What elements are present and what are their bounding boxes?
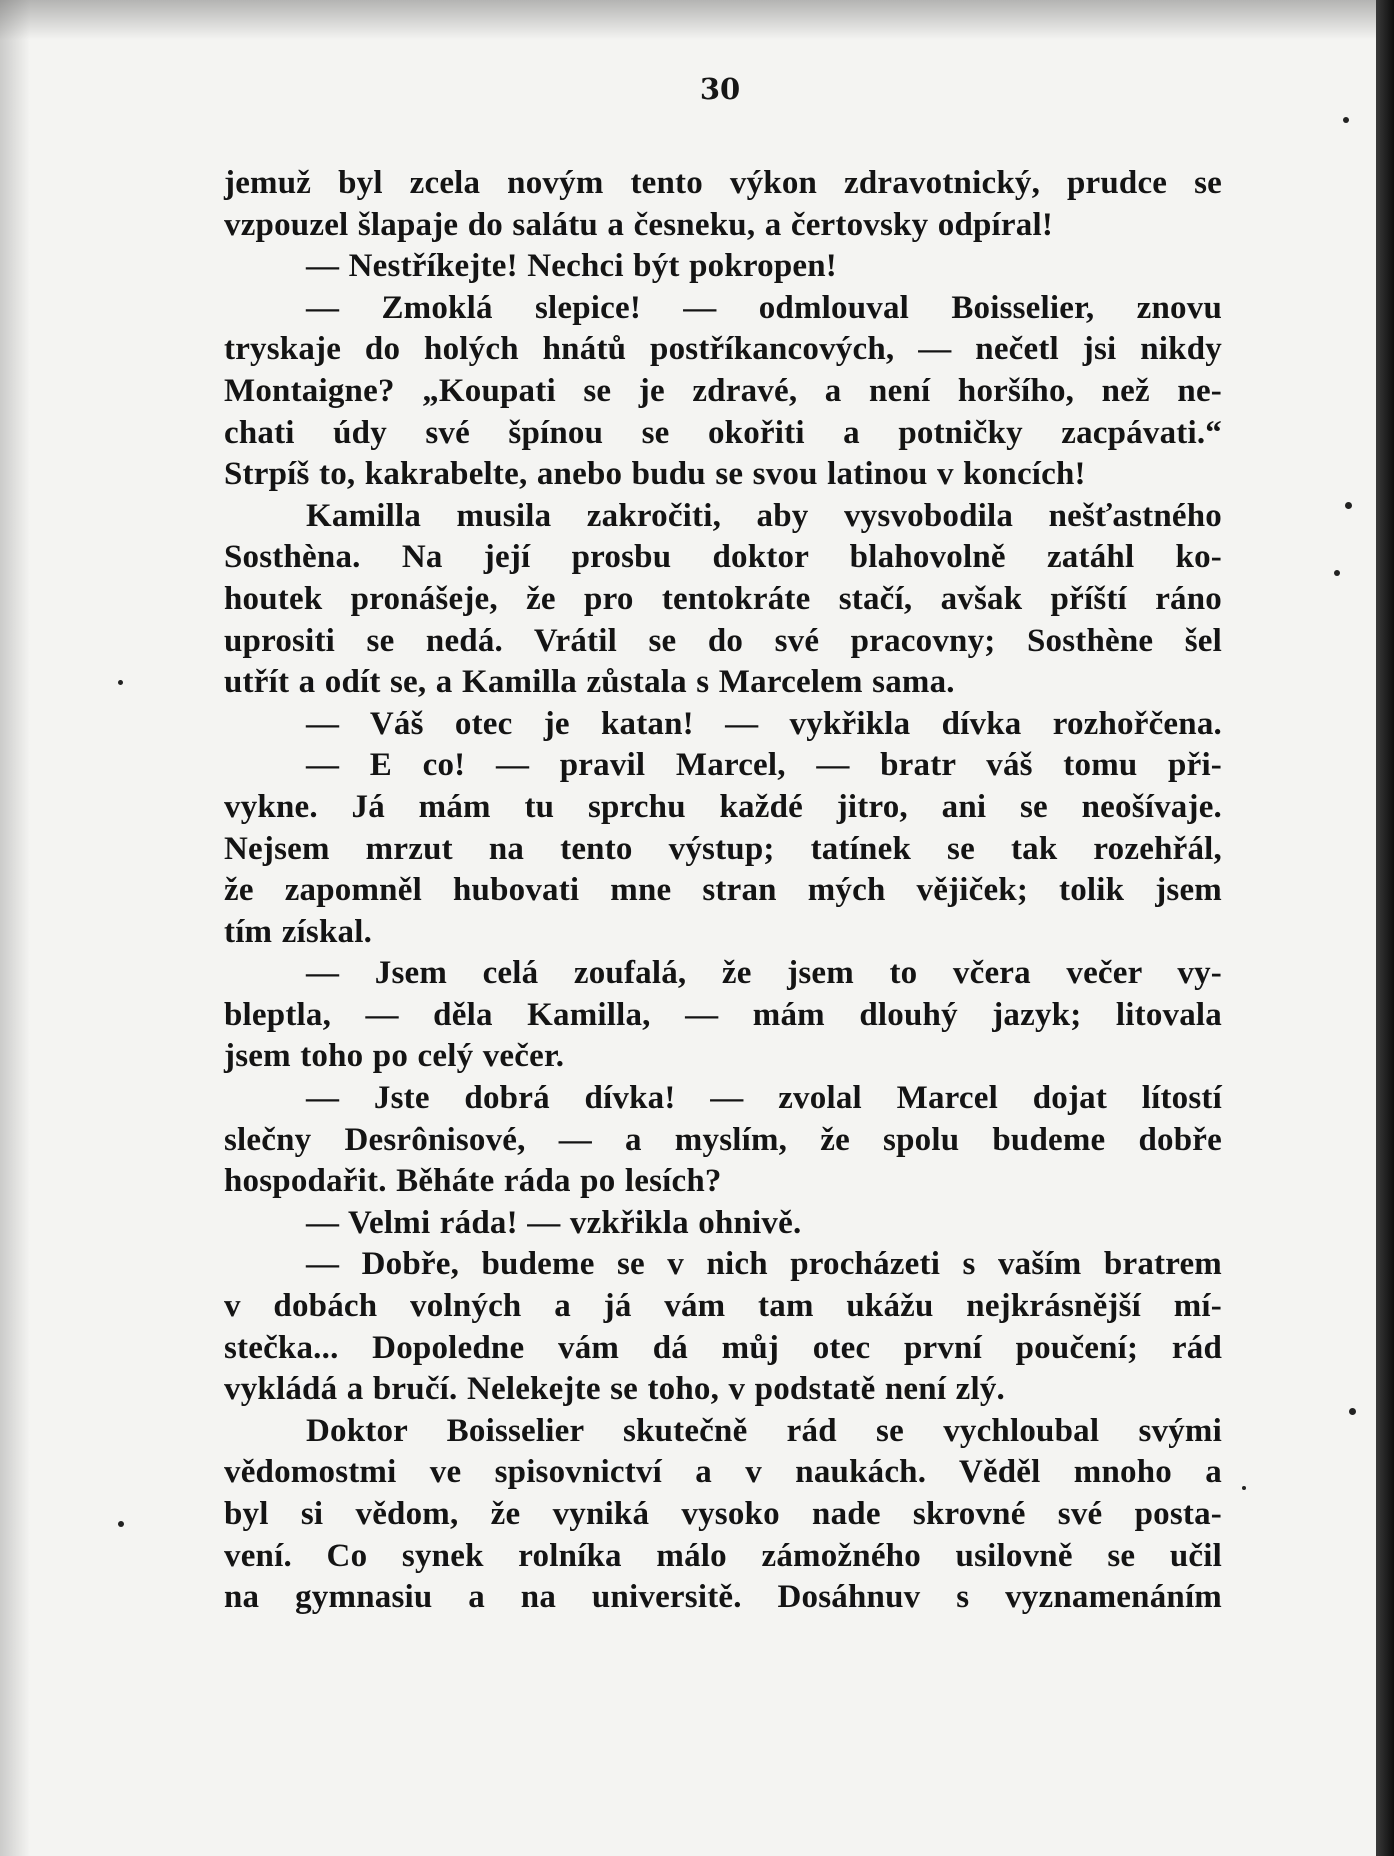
text-line: Doktor Boisselier skutečně rád se vychloubal svými: [306, 1412, 1222, 1449]
scan-speck: [118, 1521, 124, 1527]
text-line: že zapomněl hubovati mne stran mých vějiček; tolik jsem: [224, 872, 1222, 909]
text-line: — Nestříkejte! Nechci být pokropen!: [306, 248, 837, 285]
text-line: Nejsem mrzut na tento výstup; tatínek se tak rozehřál,: [224, 830, 1222, 867]
text-line: na gymnasiu a na universitě. Dosáhnuv s vyznamenáním: [224, 1579, 1222, 1616]
scan-speck: [1343, 117, 1349, 123]
text-line: stečka... Dopoledne vám dá můj otec první poučení; rád: [224, 1329, 1222, 1366]
text-line: jemuž byl zcela novým tento výkon zdravotnický, prudce se: [224, 165, 1222, 201]
text-line: tryskaje do holých hnátů postříkancových, — nečetl jsi nikdy: [224, 331, 1222, 368]
text-line: tím získal.: [224, 913, 373, 950]
scan-speck: [1345, 502, 1352, 509]
text-line: vykne. Já mám tu sprchu každé jitro, ani se neošívaje.: [224, 788, 1222, 825]
text-line: slečny Desrônisové, — a myslím, že spolu budeme dobře: [224, 1121, 1222, 1158]
text-line: hospodařit. Běháte ráda po lesích?: [224, 1163, 722, 1200]
text-line: — E co! — pravil Marcel, — bratr váš tomu při-: [306, 747, 1222, 784]
page-number: 30: [699, 72, 741, 106]
text-line: — Váš otec je katan! — vykřikla dívka rozhořčena.: [306, 705, 1222, 742]
text-line: Montaigne? „Koupati se je zdravé, a není horšího, než ne-: [224, 372, 1222, 409]
text-line: — Zmoklá slepice! — odmlouval Boisselier, znovu: [306, 289, 1222, 326]
text-line: — Dobře, budeme se v nich procházeti s vaším bratrem: [306, 1246, 1222, 1283]
text-line: uprositi se nedá. Vrátil se do své pracovny; Sosthène šel: [224, 622, 1222, 659]
text-line: — Jsem celá zoufalá, že jsem to včera večer vy-: [306, 955, 1222, 992]
text-line: vědomostmi ve spisovnictví a v naukách. Věděl mnoho a: [224, 1454, 1222, 1491]
page-edge-shadow: [1376, 0, 1394, 1856]
text-line: vykládá a bručí. Nelekejte se toho, v podstatě není zlý.: [224, 1371, 1006, 1408]
scan-speck: [1334, 570, 1340, 576]
text-line: bleptla, — děla Kamilla, — mám dlouhý jazyk; litovala: [224, 996, 1222, 1033]
text-line: v dobách volných a já vám tam ukážu nejkrásnější mí-: [224, 1288, 1222, 1325]
text-line: byl si vědom, že vyniká vysoko nade skrovné své posta-: [224, 1496, 1222, 1532]
page-text: [224, 163, 1222, 1619]
page-left-shadow: [0, 0, 30, 1856]
scan-speck: [1242, 1486, 1246, 1490]
text-line: Kamilla musila zakročiti, aby vysvobodila nešťastného: [306, 497, 1222, 534]
text-line: houtek pronášeje, že pro tentokráte stačí, avšak příští ráno: [224, 580, 1222, 617]
text-line: Sosthèna. Na její prosbu doktor blahovolně zatáhl ko-: [224, 539, 1222, 576]
scan-speck: [1349, 1408, 1356, 1415]
text-line: — Jste dobrá dívka! — zvolal Marcel dojat lítostí: [306, 1080, 1222, 1117]
text-line: — Velmi ráda! — vzkřikla ohnivě.: [306, 1204, 802, 1241]
text-line: vení. Co synek rolníka málo zámožného usilovně se učil: [224, 1537, 1222, 1574]
scan-speck: [118, 680, 123, 685]
text-line: Strpíš to, kakrabelte, anebo budu se svou latinou v koncích!: [224, 456, 1086, 493]
text-line: vzpouzel šlapaje do salátu a česneku, a čertovsky odpíral!: [224, 206, 1054, 243]
text-line: utřít a odít se, a Kamilla zůstala s Marcelem sama.: [224, 664, 955, 701]
page-top-shadow: [0, 0, 1376, 40]
text-line: jsem toho po celý večer.: [224, 1038, 565, 1075]
text-line: chati údy své špínou se okořiti a potničky zacpávati.“: [224, 414, 1222, 451]
